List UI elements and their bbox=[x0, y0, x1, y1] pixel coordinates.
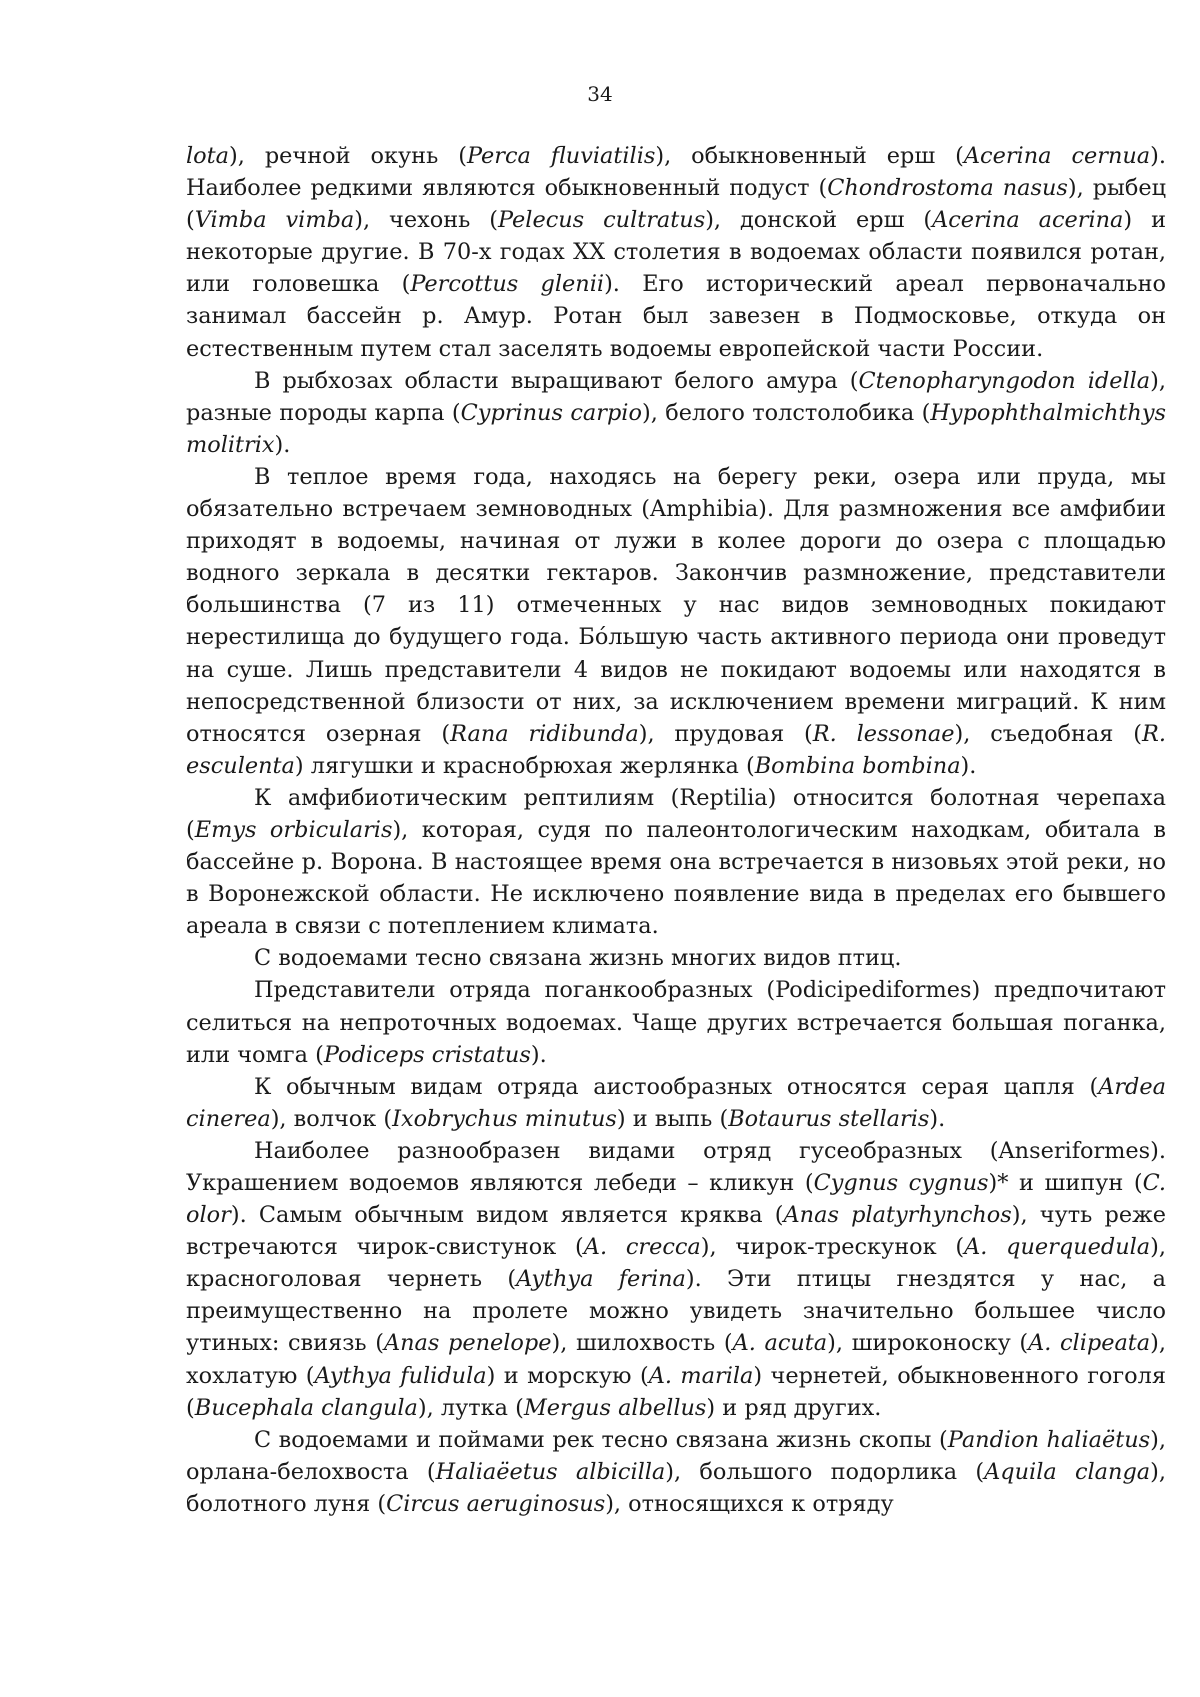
text-run: ). Самым обычным видом является кряква ( bbox=[230, 1202, 784, 1229]
text-run: ), лутка ( bbox=[417, 1394, 524, 1421]
text-run: ), относящихся к отряду bbox=[605, 1490, 894, 1517]
text-run: ). Наиболее редкими являются обыкновенный подуст ( bbox=[186, 143, 1166, 202]
text-run: )* и шипун ( bbox=[988, 1170, 1143, 1196]
latin-name: Circus aeruginosus bbox=[386, 1490, 606, 1517]
text-run: ) и ряд других. bbox=[706, 1394, 882, 1421]
paragraph bbox=[186, 974, 1166, 1070]
latin-name: R. esculenta bbox=[186, 720, 1167, 779]
text-run: Наиболее разнообразен видами отряд гусеобразных (Anseriformes). Украшением водоемов являются лебеди – кликун ( bbox=[186, 1137, 1166, 1196]
text-run: ), шилохвость ( bbox=[551, 1330, 733, 1357]
latin-name: Acerina cernua bbox=[963, 143, 1151, 169]
paragraph bbox=[186, 942, 1166, 974]
latin-name: Haliaëetus albicilla bbox=[435, 1458, 666, 1485]
text-run: ), прудовая ( bbox=[638, 720, 813, 747]
latin-name: A. clipeata bbox=[1028, 1330, 1151, 1357]
latin-name: Mergus albellus bbox=[523, 1394, 707, 1421]
paragraph bbox=[186, 140, 1166, 365]
latin-name: Podiceps cristatus bbox=[323, 1041, 531, 1068]
latin-name: Botaurus stellaris bbox=[728, 1105, 930, 1132]
text-run: К амфибиотическим рептилиям (Reptilia) относится болотная черепаха ( bbox=[186, 784, 1166, 843]
text-run: ). bbox=[274, 431, 291, 458]
text-run: ), разные породы карпа ( bbox=[186, 367, 1166, 426]
text-run: ). bbox=[960, 752, 977, 779]
text-run: ), чехонь ( bbox=[354, 207, 498, 234]
paragraph bbox=[186, 461, 1166, 782]
latin-name: Ardea cinerea bbox=[186, 1073, 1166, 1132]
paragraph bbox=[186, 365, 1166, 461]
text-run: Представители отряда поганкообразных (Podicipediformes) предпочитают селиться на непроточных водоемах. Чаще других встречается большая поганка, или чомга ( bbox=[186, 977, 1166, 1068]
latin-name: A. querquedula bbox=[964, 1234, 1151, 1261]
text-run: ) и некоторые другие. В 70-х годах XX столетия в водоемах области появился ротан, или головешка ( bbox=[186, 207, 1166, 298]
latin-name: Vimba vimba bbox=[194, 207, 355, 234]
text-run: ), чуть реже встречаются чирок-свистунок ( bbox=[186, 1202, 1166, 1261]
paragraph bbox=[186, 1424, 1166, 1520]
text-run: ), болотного луня ( bbox=[186, 1458, 1166, 1517]
text-run: ), обыкновенный ерш ( bbox=[655, 143, 964, 169]
latin-name: Hypophthalmichthys molitrix bbox=[186, 399, 1166, 458]
text-run: В рыбхозах области выращивают белого амура ( bbox=[254, 367, 859, 394]
latin-name: A. crecca bbox=[583, 1234, 701, 1261]
latin-name: Pandion haliaëtus bbox=[947, 1426, 1151, 1453]
text-run: ), донской ерш ( bbox=[705, 207, 933, 234]
text-run: ), чирок-трескунок ( bbox=[700, 1234, 965, 1261]
latin-name: Anas platyrhynchos bbox=[783, 1202, 1012, 1229]
text-run: ), речной окунь ( bbox=[229, 143, 467, 169]
text-run: ), белого толстолобика ( bbox=[641, 399, 931, 426]
text-run: ), хохлатую ( bbox=[186, 1330, 1167, 1389]
text-run: ) лягушки и краснобрюхая жерлянка ( bbox=[294, 752, 755, 779]
text-run: ), съедобная ( bbox=[954, 720, 1143, 747]
latin-name: A. acuta bbox=[732, 1330, 828, 1357]
text-run: ). Эти птицы гнездятся у нас, а преимущественно на пролете можно увидеть значительно большее число утиных: свиязь ( bbox=[186, 1266, 1166, 1357]
latin-name: Aythya fulidula bbox=[314, 1362, 487, 1389]
latin-name: Percottus glenii bbox=[410, 271, 605, 298]
text-run: К обычным видам отряда аистообразных относятся серая цапля ( bbox=[254, 1073, 1099, 1100]
text-run: ), орлана-белохвоста ( bbox=[186, 1426, 1166, 1485]
text-run: ), которая, судя по палеонтологическим находкам, обитала в бассейне р. Ворона. В настоящее время она встречается в низовьях этой реки, но в Воронежской области. Не исключено появление вида в пределах его бывшего ареала в связи с потеплением климата. bbox=[186, 816, 1166, 940]
latin-name: Acerina acerina bbox=[932, 207, 1124, 234]
text-run: ). bbox=[530, 1041, 547, 1068]
paragraph bbox=[186, 1135, 1166, 1424]
text-run: ), большого подорлика ( bbox=[665, 1458, 985, 1485]
text-run: С водоемами тесно связана жизнь многих видов птиц. bbox=[254, 945, 902, 972]
latin-name: Perca fluviatilis bbox=[466, 143, 656, 169]
latin-name: Pelecus cultratus bbox=[498, 207, 706, 234]
page-number: 34 bbox=[587, 82, 613, 106]
paragraph bbox=[186, 782, 1166, 942]
latin-name: Bombina bombina bbox=[754, 752, 961, 779]
text-run: ) и выпь ( bbox=[616, 1105, 729, 1132]
latin-name: Aythya ferina bbox=[516, 1266, 686, 1293]
text-run: ), красноголовая чернеть ( bbox=[186, 1234, 1167, 1293]
latin-name: Cyprinus carpio bbox=[460, 399, 642, 426]
latin-name: Cygnus cygnus bbox=[813, 1170, 989, 1196]
latin-name: Ixobrychus minutus bbox=[392, 1105, 617, 1132]
latin-name: A. marila bbox=[648, 1362, 754, 1389]
text-run: ), широконоску ( bbox=[827, 1330, 1029, 1357]
latin-name: lota bbox=[186, 143, 229, 169]
text-run: ). bbox=[929, 1105, 946, 1132]
latin-name: R. lessonae bbox=[812, 720, 955, 747]
latin-name: Anas penelope bbox=[383, 1330, 552, 1357]
latin-name: Ctenopharyngodon idella bbox=[858, 367, 1151, 394]
latin-name: Rana ridibunda bbox=[450, 720, 639, 747]
latin-name: Bucephala clangula bbox=[194, 1394, 418, 1421]
paragraph bbox=[186, 1071, 1166, 1135]
text-run: В теплое время года, находясь на берегу реки, озера или пруда, мы обязательно встречаем земноводных (Amphibia). Для размножения все амфибии приходят в водоемы, начиная от лужи в колее дороги до озера с площадью водного зеркала в десятки гектаров. Закончив размножение, представители большинства (7 из 11) отмеченных у нас видов земноводных покидают нерестилища до будущего года. Бóльшую часть активного периода они проведут на суше. Лишь представители 4 видов не покидают водоемы или находятся в непосредственной близости от них, за исключением времени миграций. К ним относятся озерная ( bbox=[186, 463, 1166, 747]
text-run: ), волчок ( bbox=[270, 1105, 393, 1132]
text-run: ) и морскую ( bbox=[486, 1362, 649, 1389]
latin-name: C. olor bbox=[186, 1170, 1167, 1229]
text-run: С водоемами и поймами рек тесно связана жизнь скопы ( bbox=[254, 1426, 948, 1453]
latin-name: Aquila clanga bbox=[984, 1458, 1151, 1485]
text-run: ). Его исторический ареал первоначально занимал бассейн р. Амур. Ротан был завезен в Подмосковье, откуда он естественным путем стал заселять водоемы европейской части России. bbox=[186, 271, 1167, 362]
body-text bbox=[186, 140, 1166, 1520]
latin-name: Chondrostoma nasus bbox=[827, 175, 1068, 202]
text-run: ) чернетей, обыкновенного гоголя ( bbox=[186, 1362, 1166, 1421]
text-run: ), рыбец ( bbox=[186, 175, 1166, 234]
latin-name: Emys orbicularis bbox=[194, 816, 393, 843]
